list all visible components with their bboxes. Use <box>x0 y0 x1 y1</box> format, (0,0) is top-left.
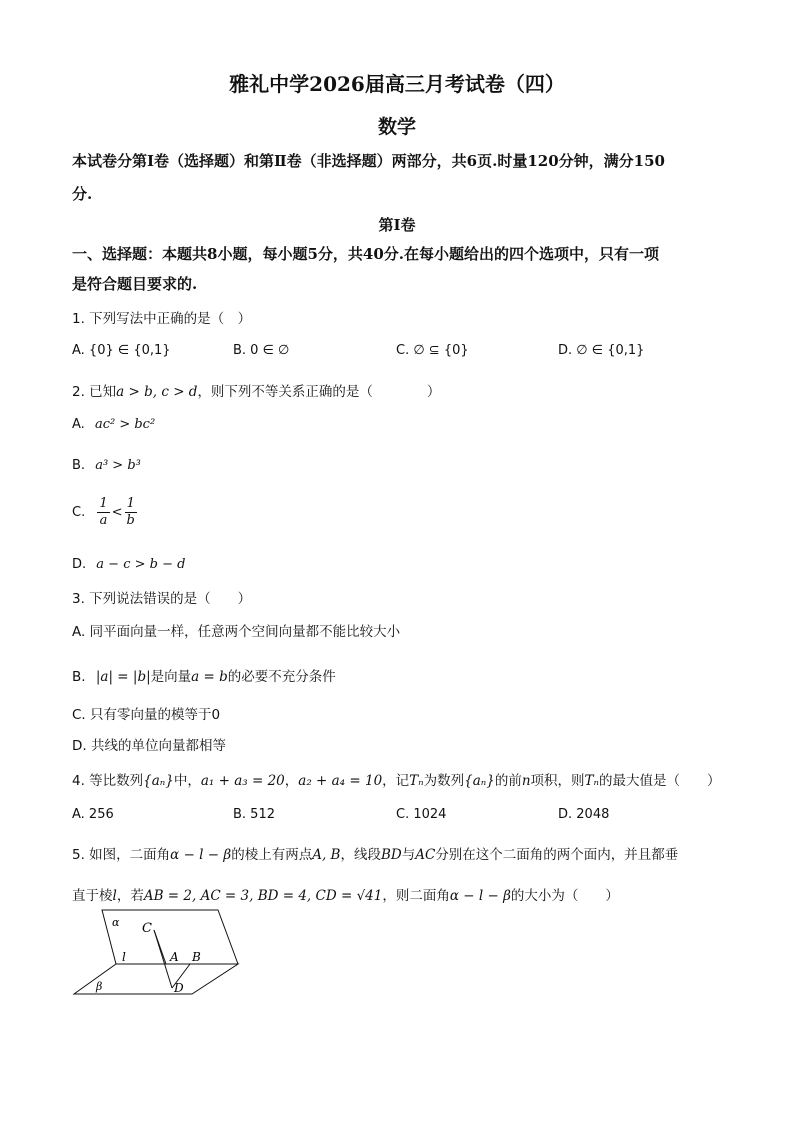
section-heading-line-1: 一、选择题：本题共8小题，每小题5分，共40分.在每小题给出的四个选项中，只有一项 <box>72 245 659 263</box>
intro-line-1: 本试卷分第Ⅰ卷（选择题）和第Ⅱ卷（非选择题）两部分，共6页.时量120分钟，满分150 <box>72 152 665 170</box>
q5-angle: α − l − β <box>170 847 232 863</box>
q2-fraction-1-denominator: a <box>99 513 108 528</box>
q4-stem-e: 的前 <box>494 773 522 789</box>
q2-option-d-math: a − c > b − d <box>96 557 186 572</box>
q2-option-b-math: a³ > b³ <box>95 458 141 473</box>
q4-seq: {aₙ} <box>143 773 174 789</box>
q4-stem-a: 4. 等比数列 <box>72 773 144 789</box>
q4-n: n <box>521 773 531 789</box>
q5-line1-d: 与 <box>401 847 416 863</box>
q3-option-d: D. 共线的单位向量都相等 <box>72 738 226 754</box>
q2-option-c-label: C. <box>72 505 86 520</box>
q4-tn-2: Tₙ <box>584 773 600 789</box>
q4-cond-2: a₂ + a₄ = 10 <box>298 773 383 789</box>
intro-line-2: 分. <box>72 185 93 203</box>
q4-option-a: A. 256 <box>72 807 114 822</box>
q5-points: A, B <box>312 847 341 863</box>
q3-stem: 3. 下列说法错误的是（ ） <box>72 591 252 607</box>
q5-line2-b: ，若 <box>116 888 144 904</box>
q2-option-d-label: D. <box>72 557 87 572</box>
q5-line1-c: ，线段 <box>340 847 381 863</box>
q4-option-c: C. 1024 <box>396 807 447 822</box>
q5-ac: AC <box>415 847 436 863</box>
q2-stem-prefix: 2. 已知 <box>72 384 117 400</box>
label-alpha: α <box>112 916 120 929</box>
q2-stem-math: a > b, c > d <box>116 384 198 400</box>
section-heading-line-2: 是符合题目要求的. <box>72 275 198 293</box>
q4-stem-c: ，记 <box>382 773 410 789</box>
part-title: 第Ⅰ卷 <box>378 216 416 234</box>
q2-option-c-relation: < <box>111 505 123 520</box>
q3-option-b-math: |a| = |b| <box>95 669 151 685</box>
q5-line-1 <box>72 843 678 863</box>
label-c: C <box>142 921 152 936</box>
q2-fraction-2-denominator: b <box>126 513 135 528</box>
q1-option-b: B. 0 ∈ ∅ <box>233 343 290 358</box>
q2-stem-suffix: ，则下列不等关系正确的是（ ） <box>197 384 441 400</box>
q5-line1-a: 5. 如图，二面角 <box>72 847 171 863</box>
q5-line1-b: 的棱上有两点 <box>231 847 313 863</box>
q3-option-b-label: B. <box>72 669 86 685</box>
q2-option-b <box>72 458 141 473</box>
q4-stem <box>72 769 721 789</box>
q5-bd: BD <box>380 847 402 863</box>
q2-fraction-1 <box>97 496 109 529</box>
q4-option-b: B. 512 <box>233 807 275 822</box>
q2-option-a-label: A. <box>72 417 85 432</box>
q2-fraction-1-numerator: 1 <box>99 496 108 511</box>
q5-line2-c: ，则二面角 <box>382 888 450 904</box>
q3-option-b-tail: 的必要不充分条件 <box>227 669 336 685</box>
q1-stem: 1. 下列写法中正确的是（ ） <box>72 311 252 327</box>
q4-stem-b: 中， <box>173 773 201 789</box>
exam-subject: 数学 <box>377 116 416 138</box>
q1-option-c: C. ∅ ⊆ {0} <box>396 343 469 358</box>
q3-option-b-math2: a = b <box>191 669 228 685</box>
q3-option-b <box>72 665 336 685</box>
q4-cond-1: a₁ + a₃ = 20 <box>200 773 285 789</box>
q2-option-a <box>72 417 155 432</box>
q4-stem-d: 为数列 <box>423 773 465 789</box>
q4-option-d: D. 2048 <box>558 807 610 822</box>
q4-stem-g: 的最大值是（ ） <box>599 773 721 789</box>
q2-fraction-2 <box>125 496 137 529</box>
q5-line-2 <box>72 884 619 904</box>
dihedral-angle-figure <box>68 908 248 1000</box>
q3-option-b-mid: 是向量 <box>150 669 192 685</box>
q5-angle-2: α − l − β <box>449 888 511 904</box>
q2-option-a-math: ac² > bc² <box>94 417 156 432</box>
label-beta: β <box>96 980 103 993</box>
q5-lengths: AB = 2, AC = 3, BD = 4, CD = √41 <box>143 888 383 904</box>
q2-option-c <box>72 496 139 529</box>
label-d: D <box>174 981 184 995</box>
q2-stem <box>72 380 440 400</box>
q5-line2-a: 直于棱 <box>72 888 113 904</box>
q4-seq-2: {aₙ} <box>464 773 495 789</box>
q4-stem-f: 项积，则 <box>530 773 585 789</box>
q3-option-c: C. 只有零向量的模等于0 <box>72 707 221 723</box>
q5-line1-e: 分别在这个二面角的两个面内，并且都垂 <box>435 847 679 863</box>
q1-option-a: A. {0} ∈ {0,1} <box>72 343 171 358</box>
q3-option-a: A. 同平面向量一样，任意两个空间向量都不能比较大小 <box>72 624 401 640</box>
q5-l: l <box>112 888 117 904</box>
q2-option-b-label: B. <box>72 458 86 473</box>
label-a: A <box>170 950 179 964</box>
q1-option-d: D. ∅ ∈ {0,1} <box>558 343 645 358</box>
q4-sep: ， <box>284 773 299 789</box>
q2-fraction-2-numerator: 1 <box>126 496 135 511</box>
q4-tn: Tₙ <box>409 773 424 789</box>
exam-title: 雅礼中学2026届高三月考试卷（四） <box>229 72 565 96</box>
q5-line2-d: 的大小为（ ） <box>510 888 619 904</box>
q2-option-d <box>72 557 185 572</box>
label-l: l <box>122 950 126 964</box>
label-b: B <box>192 950 201 964</box>
